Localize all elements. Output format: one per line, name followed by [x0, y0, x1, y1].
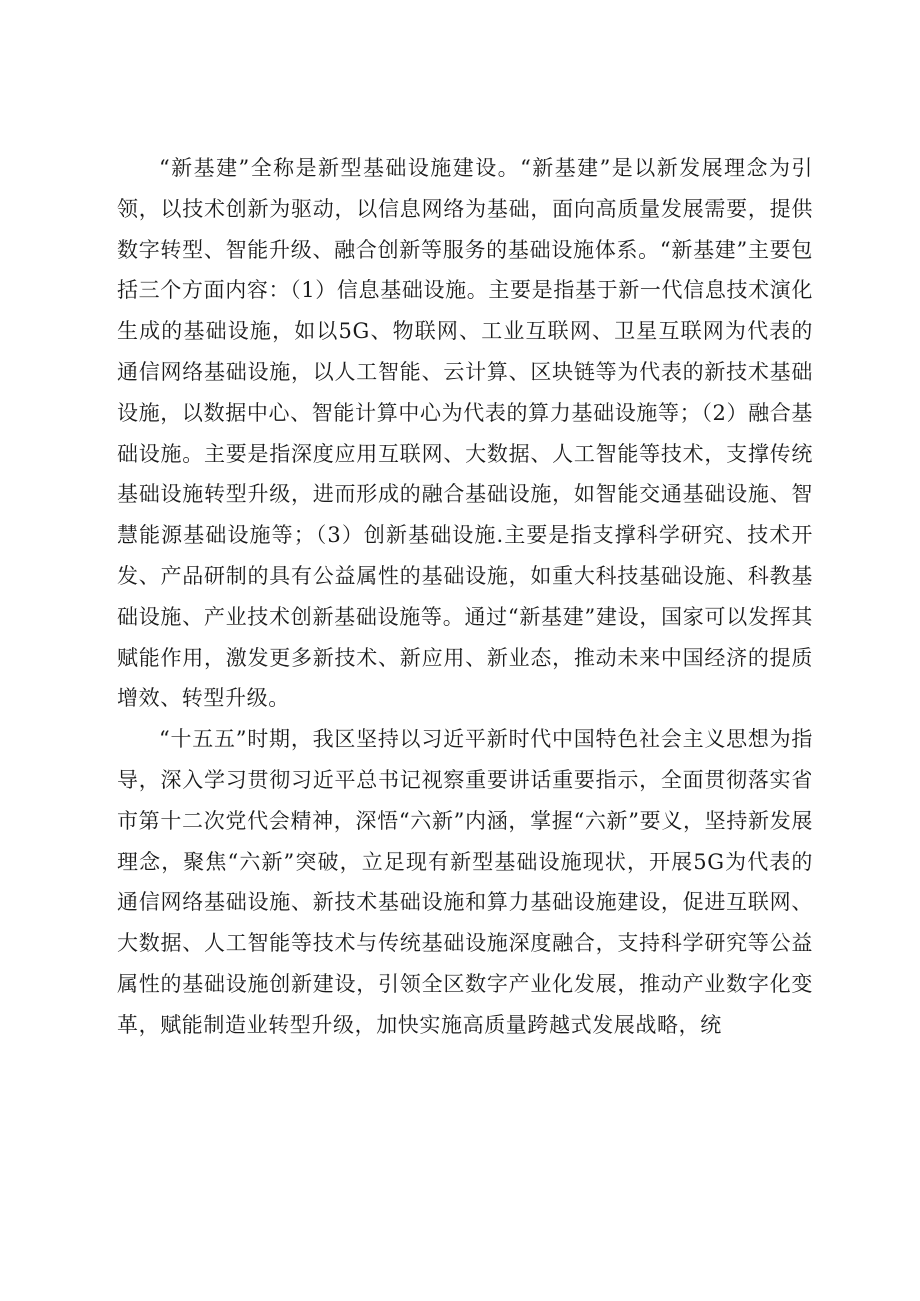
paragraph-fifteenth-five-year-plan: “十五五”时期，我区坚持以习近平新时代中国特色社会主义思想为指导，深入学习贯彻习近平总书记视察重要讲话重要指示，全面贯彻落实省市第十二次党代会精神，深悟“六新”内涵，掌握“六新”要义，坚持新发展理念，聚焦“六新”突破，立足现有新型基础设施现状，开展5G为代表的通信网络基础设施、新技术基础设施和算力基础设施建设，促进互联网、大数据、人工智能等技术与传统基础设施深度融合，支持科学研究等公益属性的基础设施创新建设，引领全区数字产业化发展，推动产业数字化变革，赋能制造业转型升级，加快实施高质量跨越式发展战略，统 — [117, 727, 813, 1037]
paragraph-new-infrastructure-definition: “新基建”全称是新型基础设施建设。“新基建”是以新发展理念为引领，以技术创新为驱动，以信息网络为基础，面向高质量发展需要，提供数字转型、智能升级、融合创新等服务的基础设施体系。“新基建”主要包括三个方面内容：（1）信息基础设施。主要是指基于新一代信息技术演化生成的基础设施，如以5G、物联网、工业互联网、卫星互联网为代表的通信网络基础设施，以人工智能、云计算、区块链等为代表的新技术基础设施，以数据中心、智能计算中心为代表的算力基础设施等；（2）融合基础设施。主要是指深度应用互联网、大数据、人工智能等技术，支撑传统基础设施转型升级，进而形成的融合基础设施，如智能交通基础设施、智慧能源基础设施等；（3）创新基础设施.主要是指支撑科学研究、技术开发、产品研制的具有公益属性的基础设施，如重大科技基础设施、科教基础设施、产业技术创新基础设施等。通过“新基建”建设，国家可以发挥其赋能作用，激发更多新技术、新应用、新业态，推动未来中国经济的提质增效、转型升级。 — [117, 156, 813, 711]
document-page — [117, 148, 813, 1046]
